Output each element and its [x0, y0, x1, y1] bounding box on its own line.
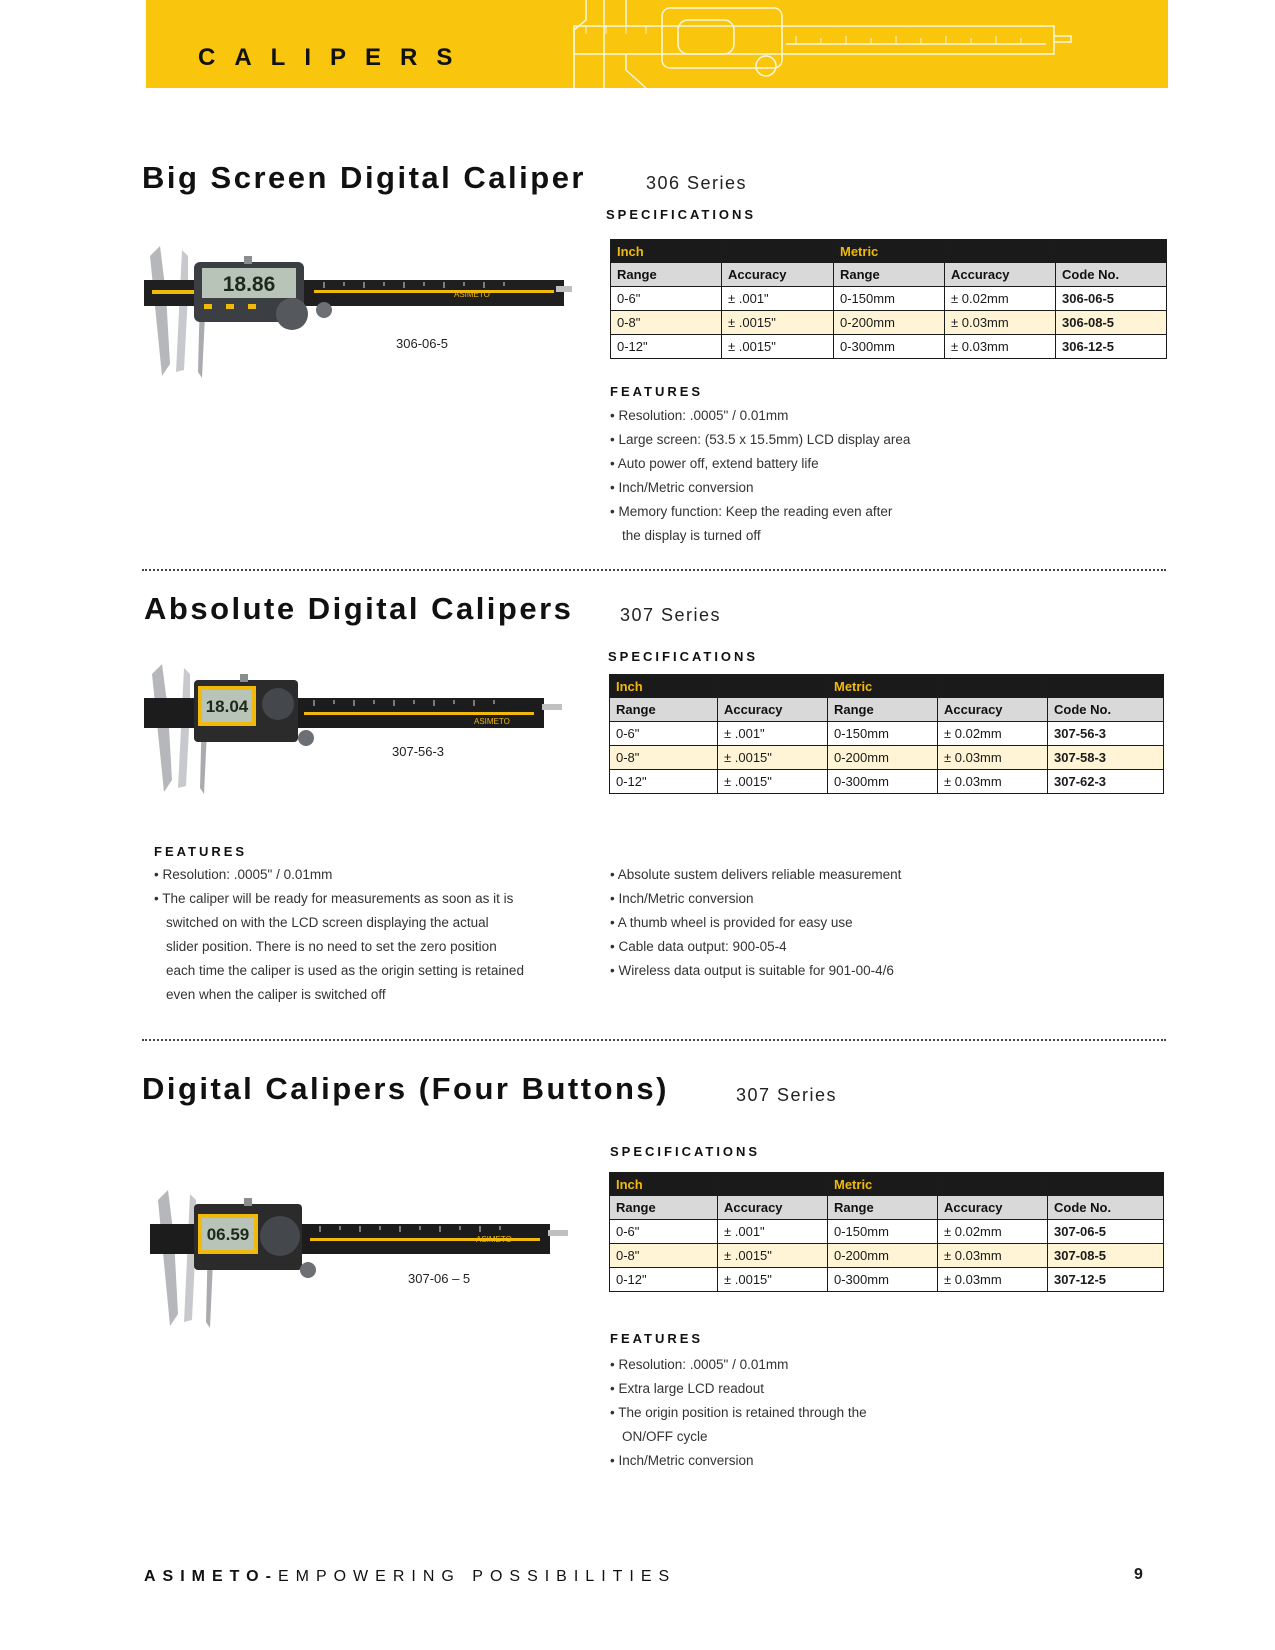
list-item: • A thumb wheel is provided for easy use	[610, 915, 853, 930]
list-item: • Extra large LCD readout	[610, 1381, 765, 1396]
section-divider	[142, 569, 1166, 571]
specifications-heading: SPECIFICATIONS	[606, 207, 757, 222]
model-label: 307-06 – 5	[408, 1271, 471, 1286]
list-item: slider position. There is no need to set the zero position	[166, 939, 497, 954]
features-list-left	[154, 863, 524, 1007]
table-row: 0-6" ± .001" 0-150mm ± 0.02mm 306-06-5	[611, 287, 1167, 311]
section-title-absolute: Absolute Digital Calipers	[144, 591, 574, 626]
list-item: • Auto power off, extend battery life	[610, 456, 819, 471]
section-divider	[142, 1039, 1166, 1041]
inch-header: Inch	[611, 240, 722, 263]
footer-tagline	[144, 1568, 676, 1586]
features-heading: FEATURES	[610, 384, 704, 399]
list-item: • Inch/Metric conversion	[610, 480, 754, 495]
model-label: 307-56-3	[392, 744, 445, 759]
list-item: • Inch/Metric conversion	[610, 1453, 754, 1468]
table-group-header	[611, 240, 1167, 263]
list-item: even when the caliper is switched off	[166, 987, 386, 1002]
list-item: • Inch/Metric conversion	[610, 891, 754, 906]
table-row: 0-12" ± .0015" 0-300mm ± 0.03mm 306-12-5	[611, 335, 1167, 359]
features-list-right	[610, 863, 901, 983]
table-row: 0-6" ± .001" 0-150mm ± 0.02mm 307-56-3	[610, 722, 1164, 746]
header-banner	[146, 0, 1168, 88]
specifications-heading: SPECIFICATIONS	[610, 1144, 761, 1159]
spec-table-307-absolute	[609, 674, 1164, 794]
banner-title: CALIPERS	[198, 44, 472, 71]
list-item: • Absolute sustem delivers reliable measurement	[610, 867, 902, 882]
list-item: each time the caliper is used as the origin setting is retained	[166, 963, 524, 978]
absolute-caliper-image	[144, 660, 584, 800]
table-row: 0-12" ± .0015" 0-300mm ± 0.03mm 307-62-3	[610, 770, 1164, 794]
table-row: 0-8" ± .0015" 0-200mm ± 0.03mm 307-58-3	[610, 746, 1164, 770]
list-item: the display is turned off	[622, 528, 761, 543]
list-item: • Resolution: .0005" / 0.01mm	[610, 1357, 789, 1372]
list-item: • Memory function: Keep the reading even after	[610, 504, 893, 519]
page-number: 9	[1134, 1566, 1143, 1583]
table-row: 0-8" ± .0015" 0-200mm ± 0.03mm 307-08-5	[610, 1244, 1164, 1268]
list-item: • Resolution: .0005" / 0.01mm	[610, 408, 789, 423]
list-item: ON/OFF cycle	[622, 1429, 708, 1444]
footer-brand: ASIMETO-	[144, 1568, 278, 1585]
brand-mark: ASIMETO	[454, 290, 490, 299]
brand-mark: ASIMETO	[476, 1235, 512, 1244]
lcd-display: 18.86	[222, 273, 276, 296]
list-item: • The caliper will be ready for measurements as soon as it is	[154, 891, 514, 906]
section-title-four-buttons: Digital Calipers (Four Buttons)	[142, 1071, 669, 1106]
table-row: 0-12" ± .0015" 0-300mm ± 0.03mm 307-12-5	[610, 1268, 1164, 1292]
list-item: • Wireless data output is suitable for 901-00-4/6	[610, 963, 894, 978]
spec-table-306	[610, 239, 1167, 359]
footer-slogan: EMPOWERING POSSIBILITIES	[277, 1568, 677, 1585]
inch-header: Inch	[610, 675, 718, 698]
table-row: 0-6" ± .001" 0-150mm ± 0.02mm 307-06-5	[610, 1220, 1164, 1244]
lcd-display: 18.04	[205, 697, 249, 716]
specifications-heading: SPECIFICATIONS	[608, 649, 759, 664]
features-heading: FEATURES	[610, 1331, 704, 1346]
spec-table-307-four-buttons	[609, 1172, 1164, 1292]
inch-header: Inch	[610, 1173, 718, 1196]
metric-header: Metric	[828, 1173, 938, 1196]
big-screen-caliper-image	[144, 244, 574, 384]
features-list	[610, 1353, 867, 1473]
four-button-caliper-image	[150, 1186, 590, 1336]
model-label: 306-06-5	[396, 336, 449, 351]
list-item: • Large screen: (53.5 x 15.5mm) LCD display area	[610, 432, 911, 447]
series-label: 307 Series	[620, 605, 722, 625]
brand-mark: ASIMETO	[474, 717, 510, 726]
table-row: 0-8" ± .0015" 0-200mm ± 0.03mm 306-08-5	[611, 311, 1167, 335]
features-heading: FEATURES	[154, 844, 248, 859]
series-label: 307 Series	[736, 1085, 838, 1105]
caliper-outline-art	[566, 0, 1086, 88]
series-label: 306 Series	[646, 173, 748, 193]
metric-header: Metric	[834, 240, 945, 263]
list-item: switched on with the LCD screen displaying the actual	[166, 915, 489, 930]
lcd-display: 06.59	[206, 1225, 250, 1244]
table-column-header: Range Accuracy Range Accuracy Code No.	[610, 1196, 1164, 1220]
table-group-header	[610, 1173, 1164, 1196]
table-group-header	[610, 675, 1164, 698]
metric-header: Metric	[828, 675, 938, 698]
list-item: • Resolution: .0005" / 0.01mm	[154, 867, 333, 882]
section-title-big-screen: Big Screen Digital Caliper	[142, 160, 586, 195]
table-column-header: Range Accuracy Range Accuracy Code No.	[611, 263, 1167, 287]
table-column-header: Range Accuracy Range Accuracy Code No.	[610, 698, 1164, 722]
list-item: • The origin position is retained through the	[610, 1405, 867, 1420]
list-item: • Cable data output: 900-05-4	[610, 939, 787, 954]
features-list	[610, 404, 910, 548]
